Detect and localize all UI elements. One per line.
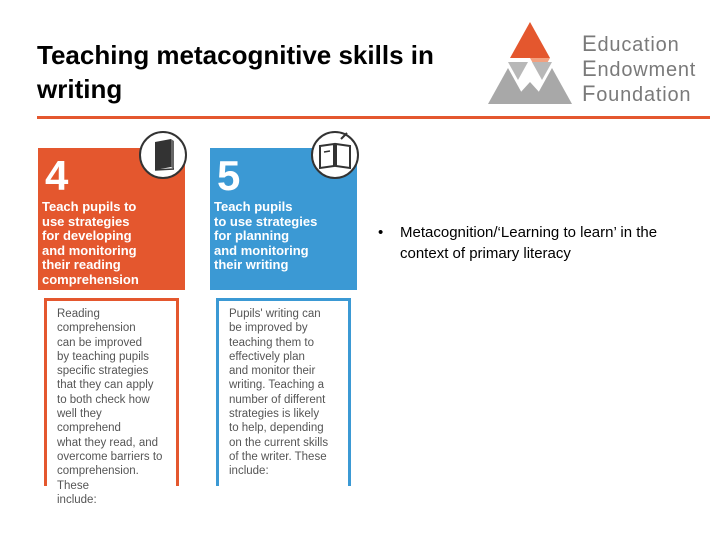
card-5-heading: Teach pupils to use strategies for planning and monitoring their writing — [214, 199, 318, 272]
bullet-item — [378, 222, 698, 264]
eef-logo-text — [582, 32, 696, 107]
card-5-number: 5 — [217, 152, 241, 199]
eef-logo — [486, 18, 711, 110]
card-4-body — [38, 290, 185, 506]
card-5-text: Pupils' writing can be improved by teaching them to effectively plan and monitor their writing. Teaching a number of different strategies is likely to help, depending on the current skills of the writer. These include: — [229, 308, 329, 478]
bullet-text: Metacognition/‘Learning to learn’ in the context of primary literacy — [400, 224, 658, 262]
recommendation-card-5 — [210, 130, 357, 486]
card-5-body — [210, 290, 357, 486]
logo-line-endowment: Endowment — [582, 56, 697, 81]
bullet-marker: • — [378, 224, 384, 241]
card-4-heading: Teach pupils to use strategies for developing and monitoring their reading comprehension — [42, 199, 139, 287]
bullet-list — [378, 222, 698, 264]
open-book-icon — [310, 130, 360, 180]
book-icon — [138, 130, 188, 180]
card-4-text: Reading comprehension can be improved by teaching pupils specific strategies that they can apply to both check how well they comprehend what they read, and overcome barriers to comprehension. These include: — [57, 308, 163, 506]
recommendation-card-4 — [38, 130, 185, 506]
eef-logo-mark — [486, 20, 574, 106]
logo-line-education: Education — [582, 31, 680, 56]
slide-title: Teaching metacognitive skills in writing — [37, 40, 434, 104]
logo-line-foundation: Foundation — [582, 81, 692, 106]
card-4-number: 4 — [45, 152, 69, 199]
title-divider — [37, 116, 710, 119]
